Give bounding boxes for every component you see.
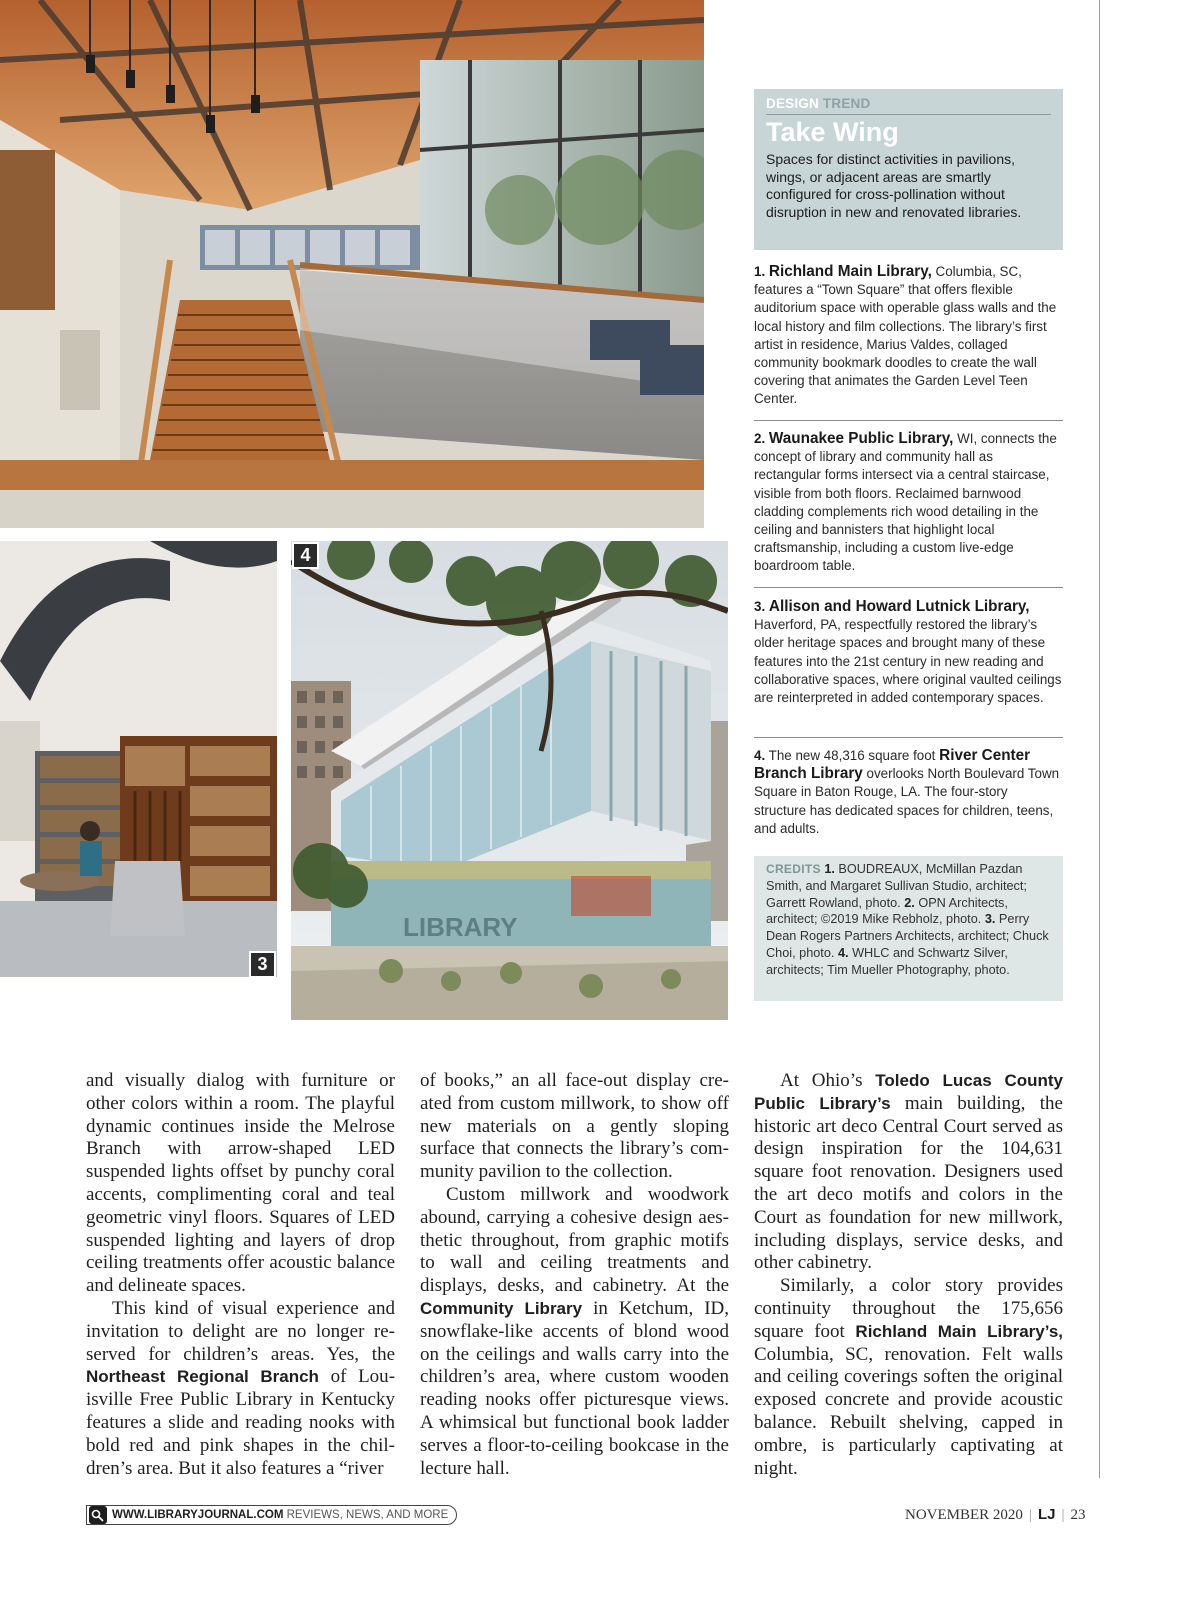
footer-date: NOVEMBER 2020: [905, 1507, 1023, 1523]
credit-1-text: BOUDREAUX, McMillan Pazdan Smith, and Margaret Sullivan Studio, architect; Garrett Rowland, photo.: [766, 862, 1027, 910]
footer-magazine: LJ: [1037, 1506, 1056, 1523]
col1-p2-text-a: This kind of visual experience and invitation to delight are no longer reserved for children’s areas. Yes, the: [86, 1297, 395, 1365]
credits-label: CREDITS: [766, 862, 821, 876]
kicker-rule: [766, 114, 1051, 115]
photo-number-3: 3: [249, 951, 276, 977]
toledo-lucas-county: Toledo Lucas County Public Library’s: [754, 1071, 1063, 1113]
body-column-2: [420, 1070, 729, 1480]
caption-3-text: Haverford, PA, respectfully restored the library’s older heritage spaces and brought many of these features into the 21st century in new reading and collaborative spaces, where original vaulted ceilings are reinterpreted in added contemporary spaces.: [754, 617, 1062, 706]
body-column-3: [754, 1070, 1063, 1480]
caption-1-number: 1.: [754, 264, 766, 279]
footer-folio: NOVEMBER 2020 | LJ | 23: [905, 1506, 1086, 1523]
col3-paragraph-1: [754, 1070, 1063, 1275]
caption-3-number: 3.: [754, 599, 766, 614]
sidebar-vertical-rule: [1099, 0, 1100, 1478]
caption-divider-3: [754, 737, 1063, 738]
northeast-regional-branch: Northeast Regional Branch: [86, 1367, 319, 1387]
col1-paragraph-2: [86, 1298, 395, 1480]
credit-1-number: 1.: [824, 862, 835, 876]
col3-p2-text-c: Columbia, SC, renovation. Felt walls and ceiling coverings soften the original exposed concrete and provide acoustic balance. Rebuilt shelving, capped in ombre, is particularly captivating at night.: [754, 1343, 1063, 1479]
caption-4-pre: The new 48,316 square foot: [765, 748, 940, 763]
caption-1-name: Richland Main Library,: [768, 263, 932, 280]
caption-4-name: River Center Branch Library: [754, 747, 1031, 783]
interior-illustration: [0, 0, 704, 528]
caption-4-number: 4.: [754, 748, 766, 763]
footer-site: WWW.LIBRARYJOURNAL.COM: [112, 1509, 284, 1521]
page-number: 23: [1070, 1507, 1086, 1523]
kicker-trend: TREND: [822, 96, 871, 111]
river-center-illustration: [291, 541, 728, 1020]
footer-tagline: REVIEWS, NEWS, AND MORE: [283, 1509, 449, 1521]
caption-2: [754, 430, 1063, 576]
credit-3-number: 3.: [984, 912, 996, 927]
credit-4-text: WHLC and Schwartz Silver, architects; Tim Mueller Photography, photo.: [766, 945, 1010, 977]
community-library: Community Library: [420, 1298, 583, 1318]
caption-3: [754, 598, 1063, 707]
credit-2-text: OPN Architects, architect; ©2019 Mike Rebholz, photo.: [766, 895, 1008, 927]
trend-description: Spaces for distinct activities in pavilions, wings, or adjacent areas are smartly configured for cross-pollination without disruption in new and renovated libraries.: [766, 151, 1022, 220]
caption-1: [754, 263, 1063, 409]
col3-p1-text-c: main building, the historic art deco Central Court served as design inspiration for the 104,631 square foot renovation. Designers used the art deco motifs and colors in the Court as foundation for new millwork, including displays, service desks, and other cabinetry.: [754, 1092, 1063, 1274]
caption-divider-1: [754, 420, 1063, 421]
caption-4: [754, 747, 1063, 838]
caption-divider-2: [754, 587, 1063, 588]
richland-main-library: Richland Main Library’s,: [855, 1321, 1063, 1341]
caption-3-name: Allison and Howard Lutnick Library,: [768, 598, 1030, 615]
col1-p2-text-c: of Louisville Free Public Library in Kentucky features a slide and reading nooks with bold red and pink shapes in the children’s area. But it also features a “river: [86, 1366, 396, 1479]
col1-paragraph-1: and visually dialog with furniture or other colors within a room. The playful dynamic continues inside the Melrose Branch with arrow-shaped LED suspended lights offset by punchy coral accents, complimenting coral and teal geometric vinyl floors. Squares of LED suspended lighting and layers of drop ceiling treatments offer acoustic balance and delineate spaces.: [86, 1070, 395, 1297]
library-sign-text: LIBRARY: [403, 912, 518, 942]
col2-paragraph-1: of books,” an all face-out display created from custom millwork, to show off new materials on a gently sloping surface that connects the library’s community pavilion to the collection.: [420, 1070, 729, 1183]
col2-p2-text-c: in Ketchum, ID, snowflake-like accents of blond wood on the ceilings and walls carry into the children’s area, where custom wooden reading nooks offer picturesque views. A whimsical but functional book ladder serves a floor-to-ceiling bookcase in the lecture hall.: [420, 1297, 729, 1479]
footer-website-link[interactable]: [86, 1505, 457, 1525]
trend-title: Take Wing: [766, 117, 899, 147]
body-column-1: [86, 1070, 395, 1480]
kicker-design: DESIGN: [766, 96, 819, 111]
design-trend-kicker: [766, 96, 1051, 111]
photo-library-interior-staircase: [0, 0, 704, 528]
credits-box: [754, 856, 1063, 1001]
caption-2-number: 2.: [754, 431, 766, 446]
credit-2-number: 2.: [904, 895, 915, 910]
caption-2-text: WI, connects the concept of library and community hall as rectangular forms intersect via a central staircase, visible from both floors. Reclaimed barnwood cladding complements rich wood detailing in the ceiling and bannisters that highlight local craftsmanship, including a custom live-edge boardroom table.: [754, 431, 1057, 574]
caption-2-name: Waunakee Public Library,: [768, 430, 954, 447]
photo-river-center-branch-library: [291, 541, 728, 1020]
credit-3-text: Perry Dean Rogers Partners Architects, architect; Chuck Choi, photo.: [766, 912, 1049, 960]
photo-lutnick-library-reading-room: [0, 541, 277, 977]
caption-4-text: overlooks North Boulevard Town Square in Baton Rouge, LA. The four-story structure has dedicated spaces for children, teens, and adults.: [754, 766, 1060, 836]
col3-paragraph-2: [754, 1275, 1063, 1480]
photo-number-4: 4: [292, 542, 319, 569]
design-trend-box: [754, 89, 1063, 250]
col3-p1-text-a: At Ohio’s: [780, 1070, 876, 1091]
col3-p2-text-a: Similarly, a color story provides continuity throughout the 175,656 square foot: [754, 1275, 1063, 1342]
caption-1-text: Columbia, SC, features a “Town Square” that offers flexible auditorium space with operable glass walls and the local history and film collections. The library’s first artist in residence, Marius Valdes, collaged community bookmark doodles to create the wall covering that animates the Garden Level Teen Center.: [754, 264, 1057, 407]
lj-logo-icon: [89, 1506, 107, 1524]
credit-4-number: 4.: [837, 945, 849, 960]
col2-paragraph-2: [420, 1184, 729, 1480]
col2-p2-text-a: Custom millwork and woodwork abound, carrying a cohesive design aesthetic throughout, from graphic motifs to wall and ceiling treatments and displays, desks, and cabinetry. At the: [420, 1183, 729, 1297]
reading-room-illustration: [0, 541, 277, 977]
